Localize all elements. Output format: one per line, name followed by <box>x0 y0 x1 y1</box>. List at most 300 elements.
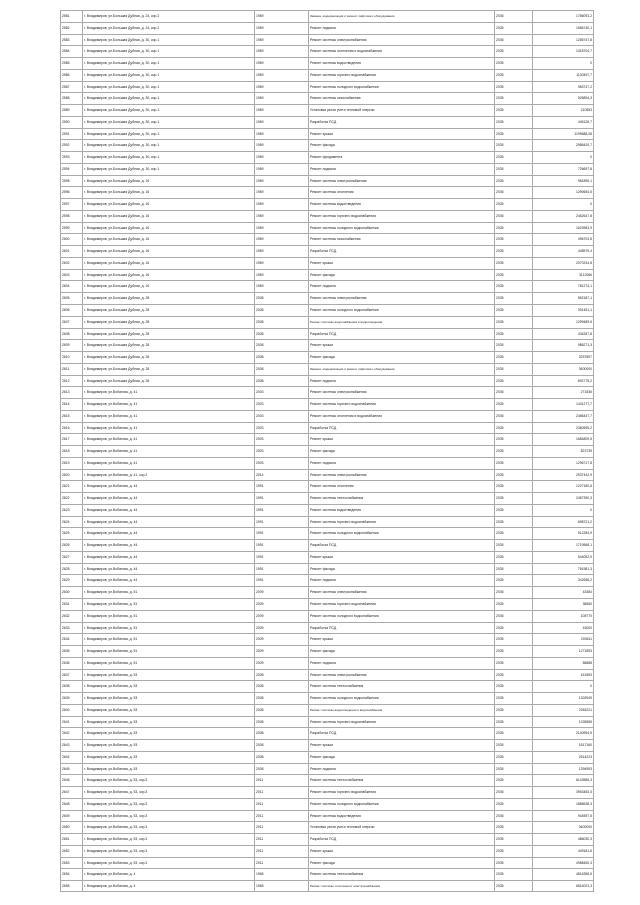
end-year-cell: 2035 <box>494 93 532 104</box>
address-cell: г. Владимиров, ул.Большая Дубная, д. 30, кор.1 <box>82 164 254 175</box>
end-year-cell: 2035 <box>494 411 532 422</box>
amount-cell: 151893 <box>532 670 594 681</box>
table-row <box>60 116 594 128</box>
row-id-cell: 2583 <box>60 35 82 46</box>
year-cell: 1969 <box>254 46 308 57</box>
address-cell: г. Владимиров, ул.Вобатова, д. 41 <box>82 423 254 434</box>
end-year-cell: 2035 <box>494 799 532 810</box>
end-year-cell: 2035 <box>494 481 532 492</box>
end-year-cell: 2035 <box>494 740 532 751</box>
row-id-cell: 2632 <box>60 611 82 622</box>
address-cell: г. Владимиров, ул.Большая Дубная, д. 28 <box>82 376 254 387</box>
address-cell: г. Владимиров, ул.Вобатова, д. 44 <box>82 505 254 516</box>
end-year-cell: 2035 <box>494 564 532 575</box>
year-cell: 2003 <box>254 458 308 469</box>
row-id-cell: 2616 <box>60 423 82 434</box>
work-type-cell: Ремонт системы горячего водоснабжения <box>308 517 494 528</box>
table-row <box>60 645 594 657</box>
work-type-cell: Ремонт системы холодного водоснабжения <box>308 528 494 539</box>
row-id-cell: 2622 <box>60 493 82 504</box>
row-id-cell: 2651 <box>60 834 82 845</box>
table-row <box>60 633 594 645</box>
end-year-cell: 2035 <box>494 446 532 457</box>
year-cell: 2009 <box>254 587 308 598</box>
row-id-cell: 2608 <box>60 329 82 340</box>
work-type-cell: Ремонт системы горячего водоснабжения <box>308 717 494 728</box>
amount-cell: 391451,1 <box>532 305 594 316</box>
end-year-cell: 2035 <box>494 423 532 434</box>
end-year-cell: 2035 <box>494 693 532 704</box>
table-row <box>60 386 594 398</box>
address-cell: г. Владимиров, ул.Вобатова, д. 53 <box>82 717 254 728</box>
year-cell: 2008 <box>254 717 308 728</box>
end-year-cell: 2035 <box>494 105 532 116</box>
work-type-cell: Замена, модернизация и ремонт лифтового оборудования <box>308 11 494 22</box>
table-row <box>60 269 594 281</box>
table-row <box>60 328 594 340</box>
end-year-cell: 2035 <box>494 634 532 645</box>
end-year-cell: 2035 <box>494 552 532 563</box>
row-id-cell: 2611 <box>60 364 82 375</box>
work-type-cell: Ремонт системы отопления <box>308 187 494 198</box>
work-type-cell: Ремонт системы газоснабжения <box>308 234 494 245</box>
row-id-cell: 2618 <box>60 446 82 457</box>
row-id-cell: 2629 <box>60 575 82 586</box>
row-id-cell: 2636 <box>60 658 82 669</box>
table-row <box>60 622 594 634</box>
year-cell: 2011 <box>254 846 308 857</box>
year-cell: 2008 <box>254 376 308 387</box>
address-cell: г. Владимиров, ул.Вобатова, д. 53 <box>82 740 254 751</box>
row-id-cell: 2613 <box>60 387 82 398</box>
amount-cell: 2986420,7 <box>532 140 594 151</box>
end-year-cell: 2035 <box>494 329 532 340</box>
year-cell: 1969 <box>254 187 308 198</box>
row-id-cell: 2607 <box>60 317 82 328</box>
work-type-cell: Ремонт фасада <box>308 140 494 151</box>
end-year-cell: 2035 <box>494 164 532 175</box>
table-row <box>60 692 594 704</box>
work-type-cell: Ремонт системы холодного водоснабжения <box>308 799 494 810</box>
row-id-cell: 2635 <box>60 646 82 657</box>
end-year-cell: 2035 <box>494 82 532 93</box>
amount-cell: 496703,8 <box>532 234 594 245</box>
amount-cell: 2462647,8 <box>532 211 594 222</box>
address-cell: г. Владимиров, ул.Вобатова, д. 41 <box>82 446 254 457</box>
table-row <box>60 598 594 610</box>
year-cell: 1969 <box>254 58 308 69</box>
address-cell: г. Владимиров, ул.Большая Дубная, д. 28 <box>82 352 254 363</box>
row-id-cell: 2610 <box>60 352 82 363</box>
table-row <box>60 657 594 669</box>
year-cell: 1969 <box>254 258 308 269</box>
end-year-cell: 2035 <box>494 611 532 622</box>
table-row <box>60 410 594 422</box>
year-cell: 2003 <box>254 411 308 422</box>
amount-cell: 983747,2 <box>532 82 594 93</box>
amount-cell: 38560 <box>532 599 594 610</box>
year-cell: 1969 <box>254 270 308 281</box>
end-year-cell: 2035 <box>494 340 532 351</box>
year-cell: 2011 <box>254 834 308 845</box>
year-cell: 1969 <box>254 223 308 234</box>
year-cell: 1969 <box>254 93 308 104</box>
table-row <box>60 798 594 810</box>
end-year-cell: 2035 <box>494 775 532 786</box>
row-id-cell: 2590 <box>60 117 82 128</box>
table-row <box>60 245 594 257</box>
amount-cell: 3257897 <box>532 352 594 363</box>
row-id-cell: 2617 <box>60 434 82 445</box>
row-id-cell: 2639 <box>60 693 82 704</box>
end-year-cell: 2035 <box>494 211 532 222</box>
year-cell: 2008 <box>254 728 308 739</box>
end-year-cell: 2035 <box>494 517 532 528</box>
table-row <box>60 786 594 798</box>
year-cell: 2008 <box>254 340 308 351</box>
table-row <box>60 34 594 46</box>
table-row <box>60 774 594 786</box>
address-cell: г. Владимиров, ул.Большая Дубная, д. 16 <box>82 211 254 222</box>
table-row <box>60 363 594 375</box>
row-id-cell: 2599 <box>60 223 82 234</box>
year-cell: 1969 <box>254 11 308 22</box>
year-cell: 1969 <box>254 164 308 175</box>
year-cell: 2008 <box>254 752 308 763</box>
address-cell: г. Владимиров, ул.Большая Дубная, д. 30, кор.1 <box>82 70 254 81</box>
year-cell: 2003 <box>254 399 308 410</box>
amount-cell: 1684809,5 <box>532 434 594 445</box>
table-row <box>60 492 594 504</box>
amount-cell: 1418704,7 <box>532 46 594 57</box>
row-id-cell: 2654 <box>60 869 82 880</box>
end-year-cell: 2035 <box>494 752 532 763</box>
end-year-cell: 2035 <box>494 834 532 845</box>
amount-cell: 1335555 <box>532 717 594 728</box>
row-id-cell: 2586 <box>60 70 82 81</box>
amount-cell: 698721,2 <box>532 517 594 528</box>
row-id-cell: 2628 <box>60 564 82 575</box>
work-type-cell: Разработка ПСД <box>308 246 494 257</box>
work-type-cell: Ремонт системы водоотведения и водоснабжения <box>308 705 494 716</box>
table-row <box>60 339 594 351</box>
year-cell: 2011 <box>254 858 308 869</box>
row-id-cell: 2598 <box>60 211 82 222</box>
amount-cell: 2140954,5 <box>532 728 594 739</box>
end-year-cell: 2035 <box>494 670 532 681</box>
year-cell: 2008 <box>254 305 308 316</box>
address-cell: г. Владимиров, ул.Большая Дубная, д. 16 <box>82 281 254 292</box>
work-type-cell: Разработка ПСД <box>308 623 494 634</box>
year-cell: 1969 <box>254 211 308 222</box>
year-cell: 2009 <box>254 599 308 610</box>
end-year-cell: 2035 <box>494 493 532 504</box>
table-row <box>60 868 594 880</box>
address-cell: г. Владимиров, ул.Вобатова, д. 44 <box>82 528 254 539</box>
table-row <box>60 222 594 234</box>
work-type-cell: Ремонт системы теплоснабжения <box>308 869 494 880</box>
table-row <box>60 45 594 57</box>
end-year-cell: 2035 <box>494 646 532 657</box>
end-year-cell: 2035 <box>494 46 532 57</box>
work-type-cell: Ремонт системы водоотведения <box>308 199 494 210</box>
address-cell: г. Владимиров, ул.Большая Дубная, д. 16 <box>82 223 254 234</box>
year-cell: 1969 <box>254 281 308 292</box>
work-type-cell: Ремонт подвала <box>308 658 494 669</box>
amount-cell: 2360595,2 <box>532 423 594 434</box>
table-row <box>60 716 594 728</box>
end-year-cell: 2035 <box>494 858 532 869</box>
table-row <box>60 480 594 492</box>
row-id-cell: 2591 <box>60 129 82 140</box>
end-year-cell: 2035 <box>494 528 532 539</box>
end-year-cell: 2035 <box>494 117 532 128</box>
end-year-cell: 2035 <box>494 70 532 81</box>
year-cell: 2011 <box>254 799 308 810</box>
work-type-cell: Ремонт системы холодного водоснабжения <box>308 223 494 234</box>
row-id-cell: 2614 <box>60 399 82 410</box>
year-cell: 1969 <box>254 117 308 128</box>
address-cell: г. Владимиров, ул.Большая Дубная, д. 24, кор.2 <box>82 23 254 34</box>
table-row <box>60 751 594 763</box>
work-type-cell: Ремонт системы горячего водоснабжения <box>308 787 494 798</box>
year-cell: 2008 <box>254 740 308 751</box>
work-type-cell: Ремонт системы горячего водоснабжения <box>308 211 494 222</box>
address-cell: г. Владимиров, ул.Большая Дубная, д. 30, кор.1 <box>82 117 254 128</box>
row-id-cell: 2649 <box>60 811 82 822</box>
amount-cell: 4816356,6 <box>532 869 594 880</box>
work-type-cell: Разработка ПСД <box>308 834 494 845</box>
table-row <box>60 610 594 622</box>
amount-cell: 2537442,9 <box>532 470 594 481</box>
amount-cell: 1394993 <box>532 764 594 775</box>
year-cell: 2008 <box>254 705 308 716</box>
end-year-cell: 2035 <box>494 293 532 304</box>
address-cell: г. Владимиров, ул.Вобатова, д. 44 <box>82 517 254 528</box>
table-row <box>60 669 594 681</box>
row-id-cell: 2606 <box>60 305 82 316</box>
table-row <box>60 163 594 175</box>
address-cell: г. Владимиров, ул.Большая Дубная, д. 30, кор.1 <box>82 152 254 163</box>
work-type-cell: Ремонт системы горячего водоснабжения <box>308 70 494 81</box>
address-cell: г. Владимиров, ул.Большая Дубная, д. 28 <box>82 293 254 304</box>
amount-cell: 3963483,3 <box>532 787 594 798</box>
address-cell: г. Владимиров, ул.Вобатова, д. 53, кор.3 <box>82 799 254 810</box>
year-cell: 2009 <box>254 634 308 645</box>
address-cell: г. Владимиров, ул.Большая Дубная, д. 16 <box>82 187 254 198</box>
amount-cell: 1296717,8 <box>532 458 594 469</box>
table-row <box>60 539 594 551</box>
row-id-cell: 2619 <box>60 458 82 469</box>
work-type-cell: Ремонт системы газоснабжения <box>308 93 494 104</box>
row-id-cell: 2653 <box>60 858 82 869</box>
year-cell: 2008 <box>254 764 308 775</box>
end-year-cell: 2035 <box>494 35 532 46</box>
work-type-cell: Ремонт системы холодного водоснабжения <box>308 693 494 704</box>
work-type-cell: Ремонт системы холодного водоснабжения <box>308 305 494 316</box>
amount-cell: 1586740,1 <box>532 23 594 34</box>
address-cell: г. Владимиров, ул.Большая Дубная, д. 16 <box>82 234 254 245</box>
work-type-cell: Разработка ПСД <box>308 540 494 551</box>
amount-cell: 3112066 <box>532 270 594 281</box>
end-year-cell: 2035 <box>494 869 532 880</box>
row-id-cell: 2646 <box>60 775 82 786</box>
table-row <box>60 880 594 892</box>
work-type-cell: Ремонт фасада <box>308 858 494 869</box>
data-table <box>60 10 594 892</box>
work-type-cell: Ремонт системы холодного водоснабжения <box>308 82 494 93</box>
year-cell: 1991 <box>254 552 308 563</box>
address-cell: г. Владимиров, ул.Вобатова, д. 44 <box>82 481 254 492</box>
end-year-cell: 2035 <box>494 505 532 516</box>
row-id-cell: 2644 <box>60 752 82 763</box>
amount-cell: 1130497,7 <box>532 70 594 81</box>
work-type-cell: Разработка ПСД <box>308 423 494 434</box>
amount-cell: 526894,3 <box>532 93 594 104</box>
end-year-cell: 2035 <box>494 764 532 775</box>
address-cell: г. Владимиров, ул.Большая Дубная, д. 28 <box>82 317 254 328</box>
row-id-cell: 2581 <box>60 11 82 22</box>
address-cell: г. Владимиров, ул.Большая Дубная, д. 24, кор.2 <box>82 11 254 22</box>
row-id-cell: 2612 <box>60 376 82 387</box>
row-id-cell: 2655 <box>60 881 82 891</box>
row-id-cell: 2638 <box>60 681 82 692</box>
row-id-cell: 2623 <box>60 505 82 516</box>
end-year-cell: 2035 <box>494 846 532 857</box>
table-row <box>60 704 594 716</box>
address-cell: г. Владимиров, ул.Вобатова, д. 53, кор.3 <box>82 787 254 798</box>
work-type-cell: Ремонт фасада <box>308 270 494 281</box>
work-type-cell: Разработка ПСД <box>308 329 494 340</box>
amount-cell: 486030,3 <box>532 834 594 845</box>
amount-cell: 823739 <box>532 446 594 457</box>
table-row <box>60 257 594 269</box>
row-id-cell: 2595 <box>60 176 82 187</box>
table-row <box>60 422 594 434</box>
amount-cell: 448579,4 <box>532 246 594 257</box>
amount-cell: 0 <box>532 199 594 210</box>
year-cell: 1991 <box>254 528 308 539</box>
year-cell: 2008 <box>254 329 308 340</box>
work-type-cell: Ремонт системы теплоснабжения <box>308 493 494 504</box>
address-cell: г. Владимиров, ул.Вобатова, д. 51 <box>82 587 254 598</box>
table-row <box>60 351 594 363</box>
year-cell: 2008 <box>254 352 308 363</box>
row-id-cell: 2582 <box>60 23 82 34</box>
table-row <box>60 810 594 822</box>
work-type-cell: Ремонт фасада <box>308 646 494 657</box>
amount-cell: 944597,5 <box>532 811 594 822</box>
table-row <box>60 92 594 104</box>
end-year-cell: 2035 <box>494 787 532 798</box>
end-year-cell: 2035 <box>494 599 532 610</box>
table-row <box>60 186 594 198</box>
address-cell: г. Владимиров, ул.Большая Дубная, д. 16 <box>82 258 254 269</box>
table-row <box>60 845 594 857</box>
amount-cell: 1265747,8 <box>532 35 594 46</box>
end-year-cell: 2035 <box>494 364 532 375</box>
work-type-cell: Замена, модернизация и ремонт лифтового оборудования <box>308 364 494 375</box>
address-cell: г. Владимиров, ул.Вобатова, д. 44 <box>82 575 254 586</box>
end-year-cell: 2035 <box>494 434 532 445</box>
address-cell: г. Владимиров, ул.Большая Дубная, д. 30, кор.1 <box>82 46 254 57</box>
work-type-cell: Ремонт системы теплоснабжения <box>308 775 494 786</box>
year-cell: 1991 <box>254 517 308 528</box>
address-cell: г. Владимиров, ул.Вобатова, д. 41, кор.2 <box>82 470 254 481</box>
address-cell: г. Владимиров, ул.Вобатова, д. 53 <box>82 752 254 763</box>
row-id-cell: 2643 <box>60 740 82 751</box>
end-year-cell: 2035 <box>494 705 532 716</box>
table-row <box>60 175 594 187</box>
end-year-cell: 2035 <box>494 470 532 481</box>
work-type-cell: Ремонт крыши <box>308 846 494 857</box>
year-cell: 1969 <box>254 176 308 187</box>
table-row <box>60 304 594 316</box>
amount-cell: 271836 <box>532 387 594 398</box>
address-cell: г. Владимиров, ул.Вобатова, д. 51 <box>82 611 254 622</box>
amount-cell: 1271893 <box>532 646 594 657</box>
year-cell: 2003 <box>254 434 308 445</box>
address-cell: г. Владимиров, ул.Вобатова, д. 44 <box>82 540 254 551</box>
end-year-cell: 2035 <box>494 11 532 22</box>
table-row <box>60 469 594 481</box>
work-type-cell: Ремонт фундамента <box>308 152 494 163</box>
amount-cell: 0 <box>532 152 594 163</box>
table-row <box>60 457 594 469</box>
address-cell: г. Владимиров, ул.Вобатова, д. 4 <box>82 881 254 891</box>
work-type-cell: Ремонт фасада <box>308 352 494 363</box>
year-cell: 1969 <box>254 199 308 210</box>
table-row <box>60 57 594 69</box>
address-cell: г. Владимиров, ул.Большая Дубная, д. 16 <box>82 176 254 187</box>
address-cell: г. Владимиров, ул.Большая Дубная, д. 30, кор.1 <box>82 35 254 46</box>
amount-cell: 2514223 <box>532 752 594 763</box>
address-cell: г. Владимиров, ул.Большая Дубная, д. 30, кор.1 <box>82 58 254 69</box>
row-id-cell: 2600 <box>60 234 82 245</box>
work-type-cell: Установка узлов учета тепловой энергии <box>308 822 494 833</box>
row-id-cell: 2597 <box>60 199 82 210</box>
row-id-cell: 2621 <box>60 481 82 492</box>
row-id-cell: 2634 <box>60 634 82 645</box>
year-cell: 2008 <box>254 293 308 304</box>
address-cell: г. Владимиров, ул.Вобатова, д. 44 <box>82 493 254 504</box>
table-row <box>60 504 594 516</box>
year-cell: 1969 <box>254 82 308 93</box>
address-cell: г. Владимиров, ул.Вобатова, д. 51 <box>82 658 254 669</box>
address-cell: г. Владимиров, ул.Вобатова, д. 41 <box>82 399 254 410</box>
address-cell: г. Владимиров, ул.Большая Дубная, д. 28 <box>82 364 254 375</box>
year-cell: 2008 <box>254 670 308 681</box>
row-id-cell: 2587 <box>60 82 82 93</box>
row-id-cell: 2645 <box>60 764 82 775</box>
end-year-cell: 2035 <box>494 717 532 728</box>
address-cell: г. Владимиров, ул.Вобатова, д. 53 <box>82 693 254 704</box>
amount-cell: 0 <box>532 58 594 69</box>
year-cell: 2009 <box>254 611 308 622</box>
work-type-cell: Ремонт системы электроснабжения <box>308 470 494 481</box>
table-row <box>60 821 594 833</box>
end-year-cell: 2035 <box>494 234 532 245</box>
amount-cell: 108770 <box>532 611 594 622</box>
work-type-cell: Ремонт системы электроснабжения <box>308 587 494 598</box>
row-id-cell: 2648 <box>60 799 82 810</box>
table-row <box>60 527 594 539</box>
amount-cell: 1786093,2 <box>532 11 594 22</box>
amount-cell: 0 <box>532 681 594 692</box>
address-cell: г. Владимиров, ул.Вобатова, д. 41 <box>82 458 254 469</box>
work-type-cell: Ремонт системы горячего водоснабжения <box>308 599 494 610</box>
year-cell: 1969 <box>254 234 308 245</box>
